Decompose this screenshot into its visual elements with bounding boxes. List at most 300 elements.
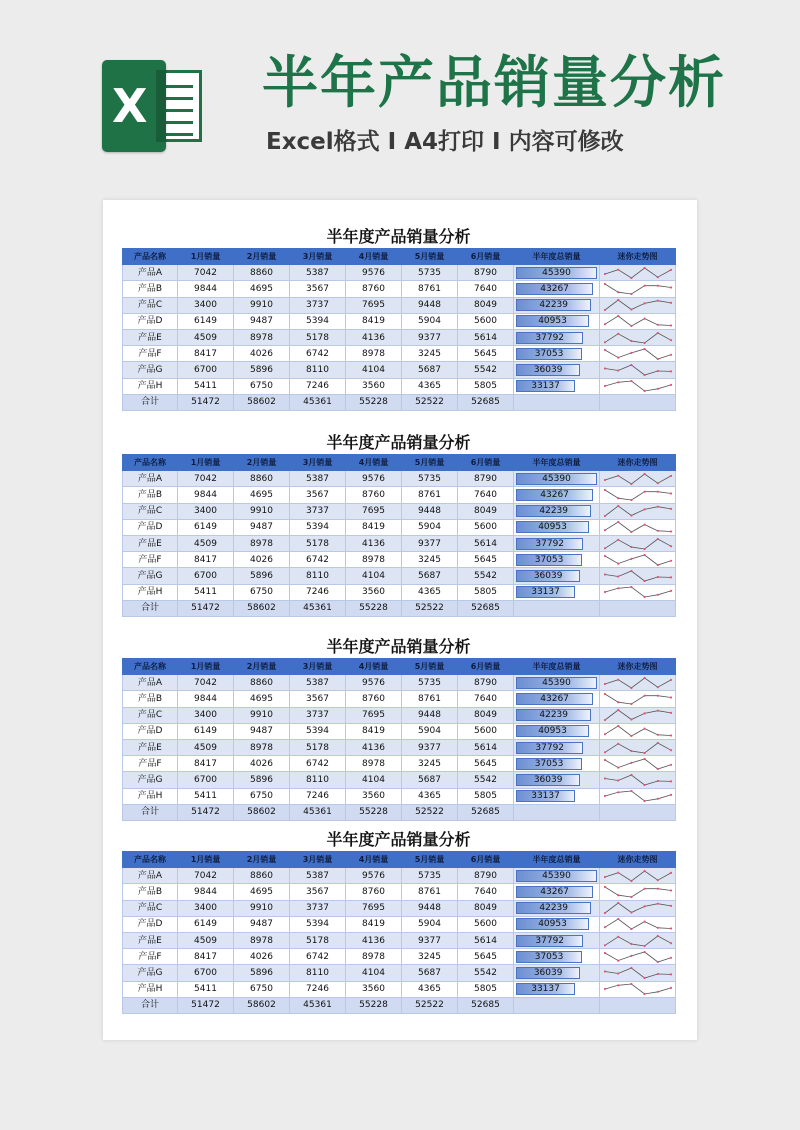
product-name-cell[interactable]: 产品A (123, 265, 178, 281)
monthly-sales-cell[interactable]: 7640 (458, 487, 514, 503)
product-name-cell[interactable]: 产品G (123, 568, 178, 584)
monthly-sales-cell[interactable]: 4026 (234, 346, 290, 362)
monthly-sales-cell[interactable]: 3560 (346, 981, 402, 997)
monthly-sales-cell[interactable]: 3560 (346, 788, 402, 804)
monthly-sales-cell[interactable]: 3560 (346, 584, 402, 600)
monthly-sales-cell[interactable]: 3400 (178, 297, 234, 313)
monthly-sales-cell[interactable]: 8860 (234, 868, 290, 884)
monthly-sales-cell[interactable]: 6742 (290, 346, 346, 362)
half-year-total-cell[interactable] (514, 884, 600, 900)
monthly-sales-cell[interactable]: 5411 (178, 584, 234, 600)
half-year-total-cell[interactable] (514, 503, 600, 519)
product-name-cell[interactable]: 产品C (123, 707, 178, 723)
half-year-total-cell[interactable] (514, 568, 600, 584)
monthly-sales-cell[interactable]: 5904 (402, 313, 458, 329)
monthly-sales-cell[interactable]: 7640 (458, 691, 514, 707)
monthly-sales-cell[interactable]: 3400 (178, 900, 234, 916)
column-header[interactable]: 4月销量 (346, 455, 402, 471)
monthly-sales-cell[interactable]: 8049 (458, 900, 514, 916)
monthly-sales-cell[interactable]: 4365 (402, 788, 458, 804)
monthly-sales-cell[interactable]: 9487 (234, 519, 290, 535)
monthly-total-cell[interactable]: 58602 (234, 394, 290, 410)
monthly-sales-cell[interactable]: 8049 (458, 503, 514, 519)
monthly-sales-cell[interactable]: 9448 (402, 503, 458, 519)
monthly-sales-cell[interactable]: 8860 (234, 675, 290, 691)
monthly-sales-cell[interactable]: 8110 (290, 772, 346, 788)
monthly-sales-cell[interactable]: 8110 (290, 965, 346, 981)
monthly-total-cell[interactable]: 45361 (290, 600, 346, 616)
monthly-sales-cell[interactable]: 6742 (290, 756, 346, 772)
monthly-sales-cell[interactable]: 5411 (178, 788, 234, 804)
column-header[interactable]: 6月销量 (458, 659, 514, 675)
half-year-total-cell[interactable] (514, 471, 600, 487)
monthly-sales-cell[interactable]: 5178 (290, 329, 346, 345)
product-name-cell[interactable]: 产品H (123, 981, 178, 997)
monthly-sales-cell[interactable]: 7695 (346, 297, 402, 313)
half-year-total-cell[interactable] (514, 675, 600, 691)
monthly-sales-cell[interactable]: 5411 (178, 981, 234, 997)
monthly-sales-cell[interactable]: 5387 (290, 265, 346, 281)
half-year-total-cell[interactable] (514, 932, 600, 948)
empty-cell[interactable] (600, 394, 676, 410)
column-header[interactable]: 4月销量 (346, 659, 402, 675)
monthly-sales-cell[interactable]: 3567 (290, 281, 346, 297)
product-name-cell[interactable]: 产品B (123, 884, 178, 900)
half-year-total-cell[interactable] (514, 346, 600, 362)
monthly-total-cell[interactable]: 51472 (178, 600, 234, 616)
monthly-sales-cell[interactable]: 4026 (234, 756, 290, 772)
product-name-cell[interactable]: 产品F (123, 756, 178, 772)
monthly-sales-cell[interactable]: 6750 (234, 788, 290, 804)
monthly-sales-cell[interactable]: 5542 (458, 568, 514, 584)
monthly-sales-cell[interactable]: 8417 (178, 756, 234, 772)
product-name-cell[interactable]: 产品C (123, 503, 178, 519)
half-year-total-cell[interactable] (514, 756, 600, 772)
monthly-sales-cell[interactable]: 9377 (402, 329, 458, 345)
column-header[interactable]: 迷你走势图 (600, 249, 676, 265)
half-year-total-cell[interactable] (514, 519, 600, 535)
monthly-sales-cell[interactable]: 8978 (234, 329, 290, 345)
half-year-total-cell[interactable] (514, 707, 600, 723)
monthly-sales-cell[interactable]: 8978 (346, 756, 402, 772)
column-header[interactable]: 2月销量 (234, 659, 290, 675)
product-name-cell[interactable]: 产品F (123, 949, 178, 965)
monthly-sales-cell[interactable]: 8419 (346, 313, 402, 329)
monthly-sales-cell[interactable]: 8760 (346, 487, 402, 503)
monthly-sales-cell[interactable]: 9576 (346, 868, 402, 884)
monthly-sales-cell[interactable]: 3567 (290, 691, 346, 707)
product-name-cell[interactable]: 产品H (123, 584, 178, 600)
monthly-sales-cell[interactable]: 9910 (234, 900, 290, 916)
monthly-sales-cell[interactable]: 7695 (346, 707, 402, 723)
monthly-total-cell[interactable]: 52522 (402, 394, 458, 410)
monthly-sales-cell[interactable]: 6700 (178, 362, 234, 378)
product-name-cell[interactable]: 产品A (123, 868, 178, 884)
half-year-total-cell[interactable] (514, 739, 600, 755)
monthly-sales-cell[interactable]: 9487 (234, 313, 290, 329)
product-name-cell[interactable]: 产品B (123, 487, 178, 503)
monthly-sales-cell[interactable]: 4695 (234, 281, 290, 297)
monthly-sales-cell[interactable]: 5805 (458, 981, 514, 997)
monthly-sales-cell[interactable]: 4365 (402, 378, 458, 394)
monthly-sales-cell[interactable]: 5735 (402, 675, 458, 691)
monthly-sales-cell[interactable]: 5178 (290, 739, 346, 755)
monthly-sales-cell[interactable]: 5394 (290, 313, 346, 329)
monthly-sales-cell[interactable]: 3245 (402, 756, 458, 772)
monthly-sales-cell[interactable]: 4509 (178, 329, 234, 345)
monthly-sales-cell[interactable]: 3560 (346, 378, 402, 394)
monthly-sales-cell[interactable]: 9844 (178, 281, 234, 297)
monthly-sales-cell[interactable]: 9910 (234, 707, 290, 723)
monthly-sales-cell[interactable]: 5805 (458, 584, 514, 600)
monthly-sales-cell[interactable]: 5542 (458, 362, 514, 378)
monthly-sales-cell[interactable]: 5394 (290, 723, 346, 739)
monthly-sales-cell[interactable]: 4136 (346, 932, 402, 948)
product-name-cell[interactable]: 产品D (123, 519, 178, 535)
product-name-cell[interactable]: 产品H (123, 788, 178, 804)
monthly-sales-cell[interactable]: 5904 (402, 916, 458, 932)
monthly-sales-cell[interactable]: 6700 (178, 772, 234, 788)
monthly-sales-cell[interactable]: 7246 (290, 788, 346, 804)
monthly-sales-cell[interactable]: 5387 (290, 471, 346, 487)
monthly-sales-cell[interactable]: 7640 (458, 884, 514, 900)
product-name-cell[interactable]: 产品A (123, 675, 178, 691)
monthly-sales-cell[interactable]: 6750 (234, 981, 290, 997)
monthly-sales-cell[interactable]: 9844 (178, 691, 234, 707)
total-label-cell[interactable]: 合计 (123, 394, 178, 410)
monthly-sales-cell[interactable]: 5178 (290, 932, 346, 948)
monthly-sales-cell[interactable]: 7246 (290, 584, 346, 600)
monthly-sales-cell[interactable]: 6149 (178, 723, 234, 739)
half-year-total-cell[interactable] (514, 949, 600, 965)
monthly-sales-cell[interactable]: 7042 (178, 471, 234, 487)
column-header[interactable]: 产品名称 (123, 852, 178, 868)
empty-cell[interactable] (514, 600, 600, 616)
monthly-sales-cell[interactable]: 6149 (178, 916, 234, 932)
monthly-sales-cell[interactable]: 6750 (234, 378, 290, 394)
monthly-sales-cell[interactable]: 6700 (178, 568, 234, 584)
monthly-sales-cell[interactable]: 8761 (402, 281, 458, 297)
column-header[interactable]: 4月销量 (346, 249, 402, 265)
product-name-cell[interactable]: 产品C (123, 900, 178, 916)
monthly-sales-cell[interactable]: 5394 (290, 519, 346, 535)
monthly-sales-cell[interactable]: 5896 (234, 362, 290, 378)
monthly-sales-cell[interactable]: 4104 (346, 362, 402, 378)
product-name-cell[interactable]: 产品E (123, 932, 178, 948)
monthly-sales-cell[interactable]: 8790 (458, 868, 514, 884)
monthly-sales-cell[interactable]: 8760 (346, 884, 402, 900)
monthly-sales-cell[interactable]: 8978 (346, 949, 402, 965)
monthly-sales-cell[interactable]: 4136 (346, 329, 402, 345)
column-header[interactable]: 4月销量 (346, 852, 402, 868)
column-header[interactable]: 5月销量 (402, 249, 458, 265)
column-header[interactable]: 3月销量 (290, 249, 346, 265)
monthly-sales-cell[interactable]: 7695 (346, 503, 402, 519)
monthly-sales-cell[interactable]: 9487 (234, 916, 290, 932)
monthly-sales-cell[interactable]: 4104 (346, 772, 402, 788)
column-header[interactable]: 5月销量 (402, 852, 458, 868)
monthly-sales-cell[interactable]: 6149 (178, 519, 234, 535)
half-year-total-cell[interactable] (514, 868, 600, 884)
monthly-sales-cell[interactable]: 6742 (290, 949, 346, 965)
monthly-sales-cell[interactable]: 4104 (346, 568, 402, 584)
monthly-sales-cell[interactable]: 5387 (290, 868, 346, 884)
empty-cell[interactable] (514, 804, 600, 820)
monthly-sales-cell[interactable]: 9487 (234, 723, 290, 739)
column-header[interactable]: 1月销量 (178, 659, 234, 675)
monthly-sales-cell[interactable]: 3567 (290, 884, 346, 900)
monthly-sales-cell[interactable]: 3245 (402, 552, 458, 568)
monthly-sales-cell[interactable]: 3400 (178, 503, 234, 519)
column-header[interactable]: 3月销量 (290, 659, 346, 675)
monthly-sales-cell[interactable]: 4695 (234, 884, 290, 900)
monthly-sales-cell[interactable]: 5411 (178, 378, 234, 394)
monthly-sales-cell[interactable]: 7042 (178, 868, 234, 884)
total-label-cell[interactable]: 合计 (123, 997, 178, 1013)
monthly-total-cell[interactable]: 58602 (234, 804, 290, 820)
monthly-sales-cell[interactable]: 5645 (458, 552, 514, 568)
half-year-total-cell[interactable] (514, 378, 600, 394)
monthly-sales-cell[interactable]: 5904 (402, 519, 458, 535)
monthly-total-cell[interactable]: 51472 (178, 394, 234, 410)
monthly-sales-cell[interactable]: 4365 (402, 981, 458, 997)
column-header[interactable]: 3月销量 (290, 852, 346, 868)
column-header[interactable]: 5月销量 (402, 455, 458, 471)
monthly-sales-cell[interactable]: 7640 (458, 281, 514, 297)
half-year-total-cell[interactable] (514, 981, 600, 997)
product-name-cell[interactable]: 产品H (123, 378, 178, 394)
half-year-total-cell[interactable] (514, 487, 600, 503)
column-header[interactable]: 产品名称 (123, 659, 178, 675)
product-name-cell[interactable]: 产品C (123, 297, 178, 313)
monthly-total-cell[interactable]: 58602 (234, 997, 290, 1013)
monthly-total-cell[interactable]: 45361 (290, 804, 346, 820)
monthly-total-cell[interactable]: 51472 (178, 804, 234, 820)
monthly-total-cell[interactable]: 55228 (346, 600, 402, 616)
monthly-sales-cell[interactable]: 3245 (402, 949, 458, 965)
monthly-total-cell[interactable]: 52685 (458, 997, 514, 1013)
monthly-total-cell[interactable]: 52685 (458, 394, 514, 410)
monthly-total-cell[interactable]: 52685 (458, 600, 514, 616)
monthly-sales-cell[interactable]: 8049 (458, 297, 514, 313)
column-header[interactable]: 3月销量 (290, 455, 346, 471)
product-name-cell[interactable]: 产品E (123, 739, 178, 755)
monthly-sales-cell[interactable]: 8417 (178, 949, 234, 965)
monthly-sales-cell[interactable]: 5600 (458, 916, 514, 932)
monthly-sales-cell[interactable]: 8790 (458, 265, 514, 281)
empty-cell[interactable] (514, 394, 600, 410)
monthly-sales-cell[interactable]: 9448 (402, 707, 458, 723)
monthly-total-cell[interactable]: 45361 (290, 997, 346, 1013)
product-name-cell[interactable]: 产品G (123, 965, 178, 981)
monthly-sales-cell[interactable]: 5645 (458, 756, 514, 772)
column-header[interactable]: 2月销量 (234, 455, 290, 471)
monthly-sales-cell[interactable]: 8760 (346, 281, 402, 297)
monthly-total-cell[interactable]: 55228 (346, 394, 402, 410)
monthly-sales-cell[interactable]: 9576 (346, 265, 402, 281)
total-label-cell[interactable]: 合计 (123, 804, 178, 820)
product-name-cell[interactable]: 产品D (123, 916, 178, 932)
monthly-total-cell[interactable]: 58602 (234, 600, 290, 616)
column-header[interactable]: 产品名称 (123, 455, 178, 471)
product-name-cell[interactable]: 产品G (123, 772, 178, 788)
column-header[interactable]: 1月销量 (178, 455, 234, 471)
empty-cell[interactable] (600, 600, 676, 616)
monthly-sales-cell[interactable]: 5735 (402, 471, 458, 487)
product-name-cell[interactable]: 产品D (123, 723, 178, 739)
column-header[interactable]: 迷你走势图 (600, 659, 676, 675)
monthly-sales-cell[interactable]: 9448 (402, 297, 458, 313)
monthly-sales-cell[interactable]: 6149 (178, 313, 234, 329)
monthly-sales-cell[interactable]: 7042 (178, 675, 234, 691)
monthly-sales-cell[interactable]: 8049 (458, 707, 514, 723)
monthly-sales-cell[interactable]: 4509 (178, 535, 234, 551)
empty-cell[interactable] (600, 997, 676, 1013)
monthly-sales-cell[interactable]: 9910 (234, 503, 290, 519)
half-year-total-cell[interactable] (514, 329, 600, 345)
monthly-sales-cell[interactable]: 8110 (290, 362, 346, 378)
monthly-sales-cell[interactable]: 8417 (178, 346, 234, 362)
half-year-total-cell[interactable] (514, 535, 600, 551)
column-header[interactable]: 产品名称 (123, 249, 178, 265)
monthly-sales-cell[interactable]: 3245 (402, 346, 458, 362)
half-year-total-cell[interactable] (514, 313, 600, 329)
product-name-cell[interactable]: 产品G (123, 362, 178, 378)
monthly-sales-cell[interactable]: 8978 (234, 932, 290, 948)
monthly-sales-cell[interactable]: 4026 (234, 552, 290, 568)
monthly-sales-cell[interactable]: 5614 (458, 329, 514, 345)
monthly-sales-cell[interactable]: 5600 (458, 519, 514, 535)
monthly-sales-cell[interactable]: 4026 (234, 949, 290, 965)
monthly-total-cell[interactable]: 55228 (346, 804, 402, 820)
product-name-cell[interactable]: 产品B (123, 691, 178, 707)
monthly-sales-cell[interactable]: 8760 (346, 691, 402, 707)
monthly-sales-cell[interactable]: 5896 (234, 568, 290, 584)
monthly-sales-cell[interactable]: 5614 (458, 932, 514, 948)
monthly-sales-cell[interactable]: 8761 (402, 487, 458, 503)
monthly-sales-cell[interactable]: 5600 (458, 313, 514, 329)
half-year-total-cell[interactable] (514, 916, 600, 932)
monthly-sales-cell[interactable]: 8761 (402, 691, 458, 707)
monthly-sales-cell[interactable]: 9576 (346, 675, 402, 691)
column-header[interactable]: 半年度总销量 (514, 659, 600, 675)
monthly-sales-cell[interactable]: 5687 (402, 362, 458, 378)
column-header[interactable]: 迷你走势图 (600, 852, 676, 868)
monthly-sales-cell[interactable]: 8978 (346, 346, 402, 362)
monthly-sales-cell[interactable]: 4695 (234, 487, 290, 503)
monthly-sales-cell[interactable]: 8110 (290, 568, 346, 584)
monthly-sales-cell[interactable]: 9844 (178, 487, 234, 503)
monthly-total-cell[interactable]: 52522 (402, 804, 458, 820)
monthly-sales-cell[interactable]: 5687 (402, 568, 458, 584)
column-header[interactable]: 2月销量 (234, 852, 290, 868)
monthly-sales-cell[interactable]: 7042 (178, 265, 234, 281)
monthly-sales-cell[interactable]: 8419 (346, 916, 402, 932)
monthly-sales-cell[interactable]: 5394 (290, 916, 346, 932)
monthly-sales-cell[interactable]: 8790 (458, 675, 514, 691)
monthly-sales-cell[interactable]: 4104 (346, 965, 402, 981)
monthly-sales-cell[interactable]: 8790 (458, 471, 514, 487)
product-name-cell[interactable]: 产品B (123, 281, 178, 297)
monthly-sales-cell[interactable]: 8419 (346, 519, 402, 535)
column-header[interactable]: 2月销量 (234, 249, 290, 265)
monthly-sales-cell[interactable]: 8978 (346, 552, 402, 568)
monthly-sales-cell[interactable]: 6750 (234, 584, 290, 600)
product-name-cell[interactable]: 产品A (123, 471, 178, 487)
product-name-cell[interactable]: 产品E (123, 535, 178, 551)
monthly-sales-cell[interactable]: 5387 (290, 675, 346, 691)
monthly-sales-cell[interactable]: 5645 (458, 949, 514, 965)
column-header[interactable]: 6月销量 (458, 249, 514, 265)
column-header[interactable]: 1月销量 (178, 249, 234, 265)
monthly-sales-cell[interactable]: 5735 (402, 265, 458, 281)
half-year-total-cell[interactable] (514, 900, 600, 916)
monthly-sales-cell[interactable]: 5178 (290, 535, 346, 551)
monthly-sales-cell[interactable]: 4695 (234, 691, 290, 707)
half-year-total-cell[interactable] (514, 552, 600, 568)
monthly-sales-cell[interactable]: 8417 (178, 552, 234, 568)
monthly-sales-cell[interactable]: 9910 (234, 297, 290, 313)
monthly-sales-cell[interactable]: 4509 (178, 739, 234, 755)
monthly-sales-cell[interactable]: 8761 (402, 884, 458, 900)
monthly-total-cell[interactable]: 55228 (346, 997, 402, 1013)
monthly-sales-cell[interactable]: 8860 (234, 265, 290, 281)
monthly-sales-cell[interactable]: 4136 (346, 739, 402, 755)
column-header[interactable]: 6月销量 (458, 852, 514, 868)
column-header[interactable]: 半年度总销量 (514, 455, 600, 471)
monthly-sales-cell[interactable]: 5805 (458, 788, 514, 804)
column-header[interactable]: 迷你走势图 (600, 455, 676, 471)
monthly-sales-cell[interactable]: 3737 (290, 707, 346, 723)
monthly-sales-cell[interactable]: 8860 (234, 471, 290, 487)
product-name-cell[interactable]: 产品F (123, 346, 178, 362)
monthly-total-cell[interactable]: 52522 (402, 997, 458, 1013)
half-year-total-cell[interactable] (514, 965, 600, 981)
half-year-total-cell[interactable] (514, 584, 600, 600)
column-header[interactable]: 6月销量 (458, 455, 514, 471)
monthly-sales-cell[interactable]: 5614 (458, 739, 514, 755)
monthly-sales-cell[interactable]: 5687 (402, 772, 458, 788)
column-header[interactable]: 5月销量 (402, 659, 458, 675)
monthly-total-cell[interactable]: 45361 (290, 394, 346, 410)
column-header[interactable]: 半年度总销量 (514, 852, 600, 868)
monthly-sales-cell[interactable]: 5805 (458, 378, 514, 394)
half-year-total-cell[interactable] (514, 281, 600, 297)
monthly-total-cell[interactable]: 52685 (458, 804, 514, 820)
total-label-cell[interactable]: 合计 (123, 600, 178, 616)
monthly-sales-cell[interactable]: 5687 (402, 965, 458, 981)
monthly-sales-cell[interactable]: 9576 (346, 471, 402, 487)
half-year-total-cell[interactable] (514, 788, 600, 804)
monthly-total-cell[interactable]: 51472 (178, 997, 234, 1013)
monthly-sales-cell[interactable]: 9844 (178, 884, 234, 900)
monthly-sales-cell[interactable]: 5904 (402, 723, 458, 739)
monthly-sales-cell[interactable]: 8978 (234, 535, 290, 551)
column-header[interactable]: 半年度总销量 (514, 249, 600, 265)
monthly-sales-cell[interactable]: 3737 (290, 503, 346, 519)
monthly-sales-cell[interactable]: 5896 (234, 772, 290, 788)
half-year-total-cell[interactable] (514, 362, 600, 378)
monthly-total-cell[interactable]: 52522 (402, 600, 458, 616)
monthly-sales-cell[interactable]: 5542 (458, 965, 514, 981)
monthly-sales-cell[interactable]: 6700 (178, 965, 234, 981)
monthly-sales-cell[interactable]: 3567 (290, 487, 346, 503)
half-year-total-cell[interactable] (514, 691, 600, 707)
column-header[interactable]: 1月销量 (178, 852, 234, 868)
monthly-sales-cell[interactable]: 5645 (458, 346, 514, 362)
half-year-total-cell[interactable] (514, 723, 600, 739)
product-name-cell[interactable]: 产品E (123, 329, 178, 345)
